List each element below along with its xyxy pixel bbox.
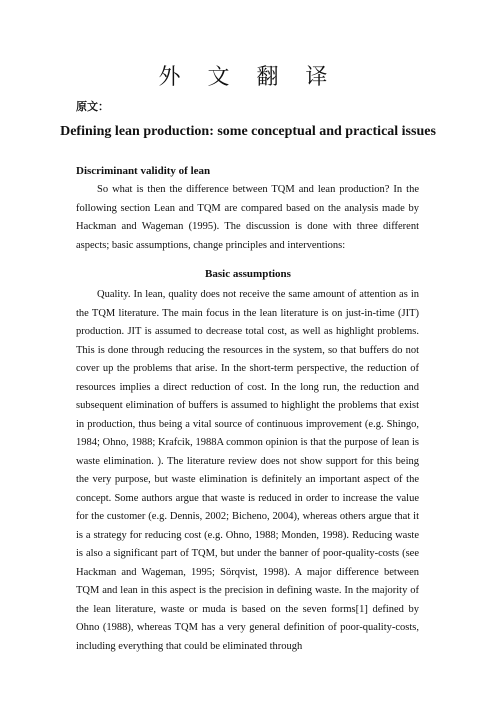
- source-label: 原文：: [76, 100, 109, 113]
- section-heading: Discriminant validity of lean: [76, 165, 211, 177]
- subheading-basic-assumptions: Basic assumptions: [205, 268, 291, 280]
- paragraph-1: So what is then the difference between TQM and lean production? In the following section Lean and TQM are compared based on the analysis made by Hackman and Wageman (1995). The discussion is done with three different aspects; basic assumptions, change principles and interventions:: [76, 184, 419, 251]
- document-title: 外 文 翻 译: [158, 65, 338, 90]
- paragraph-2: Quality. In lean, quality does not receive the same amount of attention as in the TQM literature. The main focus in the lean literature is on just-in-time (JIT) production. JIT is assumed to decrease total cost, as well as highlight problems. This is done through reducing the resources in the system, so that buffers do not cover up the problems that arise. In the short-term perspective, the reduction of resources implies a direct reduction of cost. In the long run, the reduction and subsequent elimination of buffers is assumed to highlight the problems that exist in production, thus being a vital source of continuous improvement (e.g. Shingo, 1984; Ohno, 1988; Krafcik, 1988A common opinion is that the purpose of lean is waste elimination. ). The literature review does not show support for this being the very purpose, but waste elimination is definitely an important aspect of the concept. Some authors argue that waste is reduced in order to increase the value for the customer (e.g. Dennis, 2002; Bicheno, 2004), whereas others argue that it is a strategy for reducing cost (e.g. Ohno, 1988; Monden, 1998). Reducing waste is also a significant part of TQM, but under the banner of poor-quality-costs (see Hackman and Wageman, 1995; Sörqvist, 1998). A major difference between TQM and lean in this aspect is the precision in defining waste. In the majority of the lean literature, waste or muda is based on the seven forms[1] defined by Ohno (1988), whereas TQM has a very general definition of poor-quality-costs, including everything that could be eliminated through: [76, 289, 419, 652]
- article-title: Defining lean production: some conceptual and practical issues: [60, 124, 436, 139]
